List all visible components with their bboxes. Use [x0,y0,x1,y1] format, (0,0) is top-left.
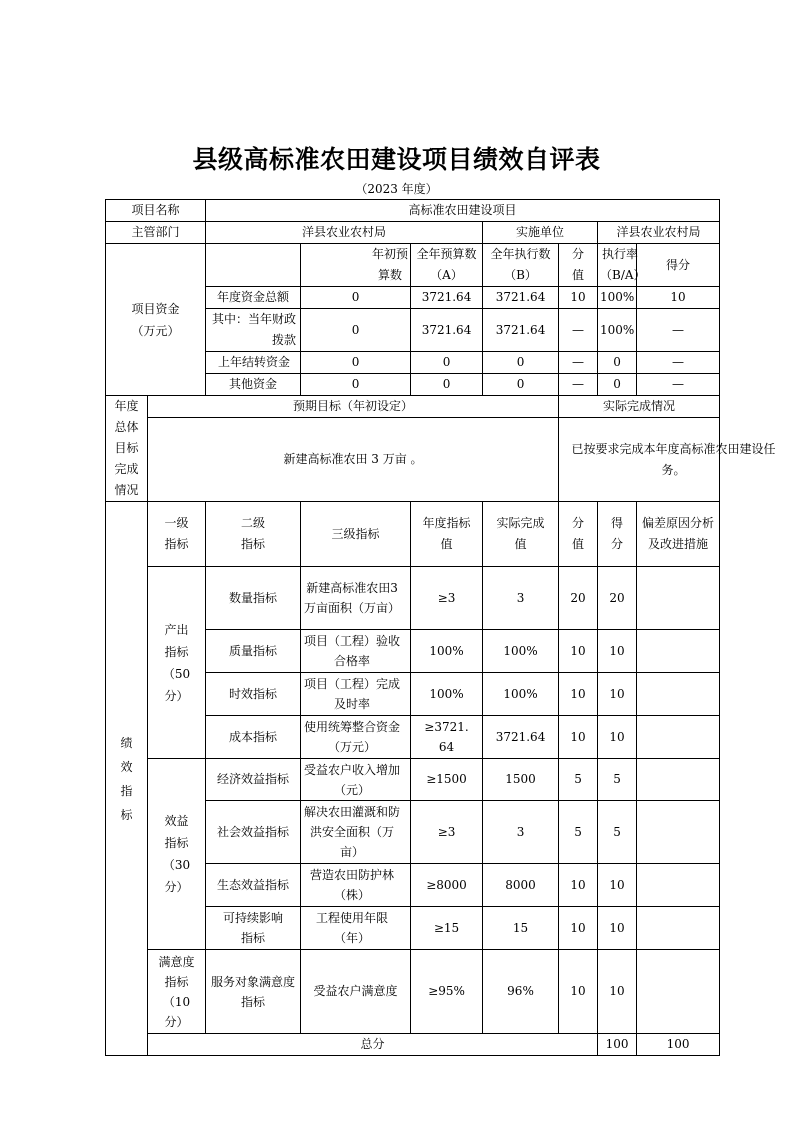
perf-row-l3: 使用统筹整合资金（万元） [301,716,411,759]
funds-row-name: 其中：当年财政拨款 [206,309,301,352]
perf-row-score: 5 [559,759,598,801]
perf-header-l3: 三级指标 [301,502,411,567]
perf-label: 绩效指标 [106,502,148,1056]
perf-row-score: 10 [559,673,598,716]
perf-row-score: 10 [559,907,598,950]
funds-row-initial: 0 [301,309,411,352]
funds-row-exec: 3721.64 [483,309,559,352]
funds-row-score: — [559,352,598,374]
project-name-value: 高标准农田建设项目 [206,200,720,222]
perf-row-actual: 8000 [483,864,559,907]
perf-row-target: ≥15 [411,907,483,950]
perf-row-note [637,801,720,864]
funds-header-initial: 年初预算数 [372,247,409,282]
perf-row-note [637,759,720,801]
impl-unit-value: 洋县农业农村局 [598,222,720,244]
evaluation-table [105,199,776,1056]
project-name-label: 项目名称 [106,200,206,222]
funds-row-initial: 0 [301,287,411,309]
funds-row-rate: 0 [598,352,637,374]
funds-row-rate: 0 [598,374,637,396]
perf-row-l3: 项目（工程）完成及时率 [301,673,411,716]
perf-row-got: 5 [598,759,637,801]
funds-header-annual: 全年预算数（A） [411,244,483,287]
perf-row-note [637,567,720,630]
perf-row-l3: 营造农田防护林（株） [301,864,411,907]
perf-row-target: ≥1500 [411,759,483,801]
perf-row-actual: 96% [483,950,559,1034]
perf-row-actual: 3 [483,801,559,864]
perf-row-l2: 质量指标 [206,630,301,673]
goals-label: 年度总体目标完成情况 [106,396,148,502]
perf-header-l2: 二级指标 [206,502,301,567]
funds-label: 项目资金（万元） [106,244,206,396]
perf-row-actual: 100% [483,630,559,673]
perf-row [106,950,720,1034]
perf-row-score: 5 [559,801,598,864]
perf-row-actual: 3721.64 [483,716,559,759]
perf-row-target: 100% [411,673,483,716]
funds-row-got: — [637,374,720,396]
impl-unit-label: 实施单位 [483,222,598,244]
perf-row-note [637,907,720,950]
perf-row-got: 5 [598,801,637,864]
funds-row-exec: 3721.64 [483,287,559,309]
funds-row-got: — [637,309,720,352]
perf-row-score: 10 [559,950,598,1034]
page-title: 县级高标准农田建设项目绩效自评表 [192,145,601,174]
funds-row-score: — [559,309,598,352]
total-got: 100 [637,1034,720,1056]
perf-row-got: 10 [598,864,637,907]
perf-row-target: ≥3 [411,801,483,864]
perf-row-score: 10 [559,716,598,759]
dept-label: 主管部门 [106,222,206,244]
perf-row-target: ≥8000 [411,864,483,907]
dept-value: 洋县农业农村局 [206,222,483,244]
total-score: 100 [598,1034,637,1056]
funds-row-rate: 100% [598,287,637,309]
funds-row-annual: 3721.64 [411,287,483,309]
funds-row-exec: 0 [483,374,559,396]
funds-row-rate: 100% [598,309,637,352]
goals-expected-label: 预期目标（年初设定） [148,396,559,418]
perf-row [106,567,720,630]
funds-row-initial: 0 [301,352,411,374]
perf-row-l2: 可持续影响指标 [206,907,301,950]
perf-row-l2: 数量指标 [206,567,301,630]
perf-row-actual: 3 [483,567,559,630]
perf-row-note [637,950,720,1034]
funds-row-score: 10 [559,287,598,309]
perf-header-actual: 实际完成值 [483,502,559,567]
perf-row-actual: 15 [483,907,559,950]
total-label: 总分 [148,1034,598,1056]
funds-header-got: 得分 [637,244,720,287]
perf-row-got: 20 [598,567,637,630]
goals-expected: 新建高标准农田 3 万亩 。 [148,418,559,502]
goals-actual-label: 实际完成情况 [559,396,720,418]
perf-row-got: 10 [598,950,637,1034]
perf-row-l2: 成本指标 [206,716,301,759]
funds-header-exec: 全年执行数（B） [483,244,559,287]
funds-header-score: 分值 [559,244,598,287]
perf-row-got: 10 [598,716,637,759]
funds-row-annual: 0 [411,374,483,396]
perf-row-l3: 解决农田灌溉和防洪安全面积（万亩） [301,801,411,864]
perf-header-target: 年度指标值 [411,502,483,567]
perf-header-l1: 一级指标 [148,502,206,567]
perf-row-target: ≥3721.64 [411,716,483,759]
perf-row-target: ≥95% [411,950,483,1034]
perf-group-name: 产出指标（50分） [148,567,206,759]
perf-row-score: 10 [559,630,598,673]
funds-blank-header [206,244,301,287]
perf-row-l2: 时效指标 [206,673,301,716]
perf-header-got: 得分 [598,502,637,567]
perf-row-actual: 1500 [483,759,559,801]
perf-row-note [637,630,720,673]
perf-row-note [637,716,720,759]
perf-group-name: 效益指标（30分） [148,759,206,950]
perf-row-score: 10 [559,864,598,907]
perf-header-score: 分值 [559,502,598,567]
year-subtitle: （2023 年度） [355,182,438,196]
funds-row-exec: 0 [483,352,559,374]
perf-row-score: 20 [559,567,598,630]
funds-row-name: 其他资金 [206,374,301,396]
perf-row-l2: 服务对象满意度指标 [206,950,301,1034]
funds-row-score: — [559,374,598,396]
funds-row-annual: 3721.64 [411,309,483,352]
perf-row [106,759,720,801]
funds-header-rate: 执行率（B/A） [598,244,637,287]
funds-row-initial: 0 [301,374,411,396]
perf-row-actual: 100% [483,673,559,716]
perf-row-l2: 经济效益指标 [206,759,301,801]
perf-row-note [637,864,720,907]
perf-row-l3: 受益农户收入增加（元） [301,759,411,801]
perf-header-note: 偏差原因分析及改进措施 [637,502,720,567]
perf-row-target: ≥3 [411,567,483,630]
funds-row-name: 年度资金总额 [206,287,301,309]
perf-row-l3: 新建高标准农田3 万亩面积（万亩） [301,567,411,630]
perf-row-l3: 项目（工程）验收合格率 [301,630,411,673]
perf-row-l2: 生态效益指标 [206,864,301,907]
funds-row-annual: 0 [411,352,483,374]
perf-row-l3: 受益农户满意度 [301,950,411,1034]
goals-actual: 已按要求完成本年度高标准农田建设任务。 [559,418,720,502]
funds-row-got: — [637,352,720,374]
perf-row-got: 10 [598,630,637,673]
perf-row-l3: 工程使用年限（年） [301,907,411,950]
perf-row-got: 10 [598,673,637,716]
perf-row-l2: 社会效益指标 [206,801,301,864]
funds-row-name: 上年结转资金 [206,352,301,374]
perf-row-target: 100% [411,630,483,673]
perf-row-got: 10 [598,907,637,950]
funds-row-got: 10 [637,287,720,309]
perf-group-name: 满意度指标（10分） [148,950,206,1034]
perf-row-note [637,673,720,716]
